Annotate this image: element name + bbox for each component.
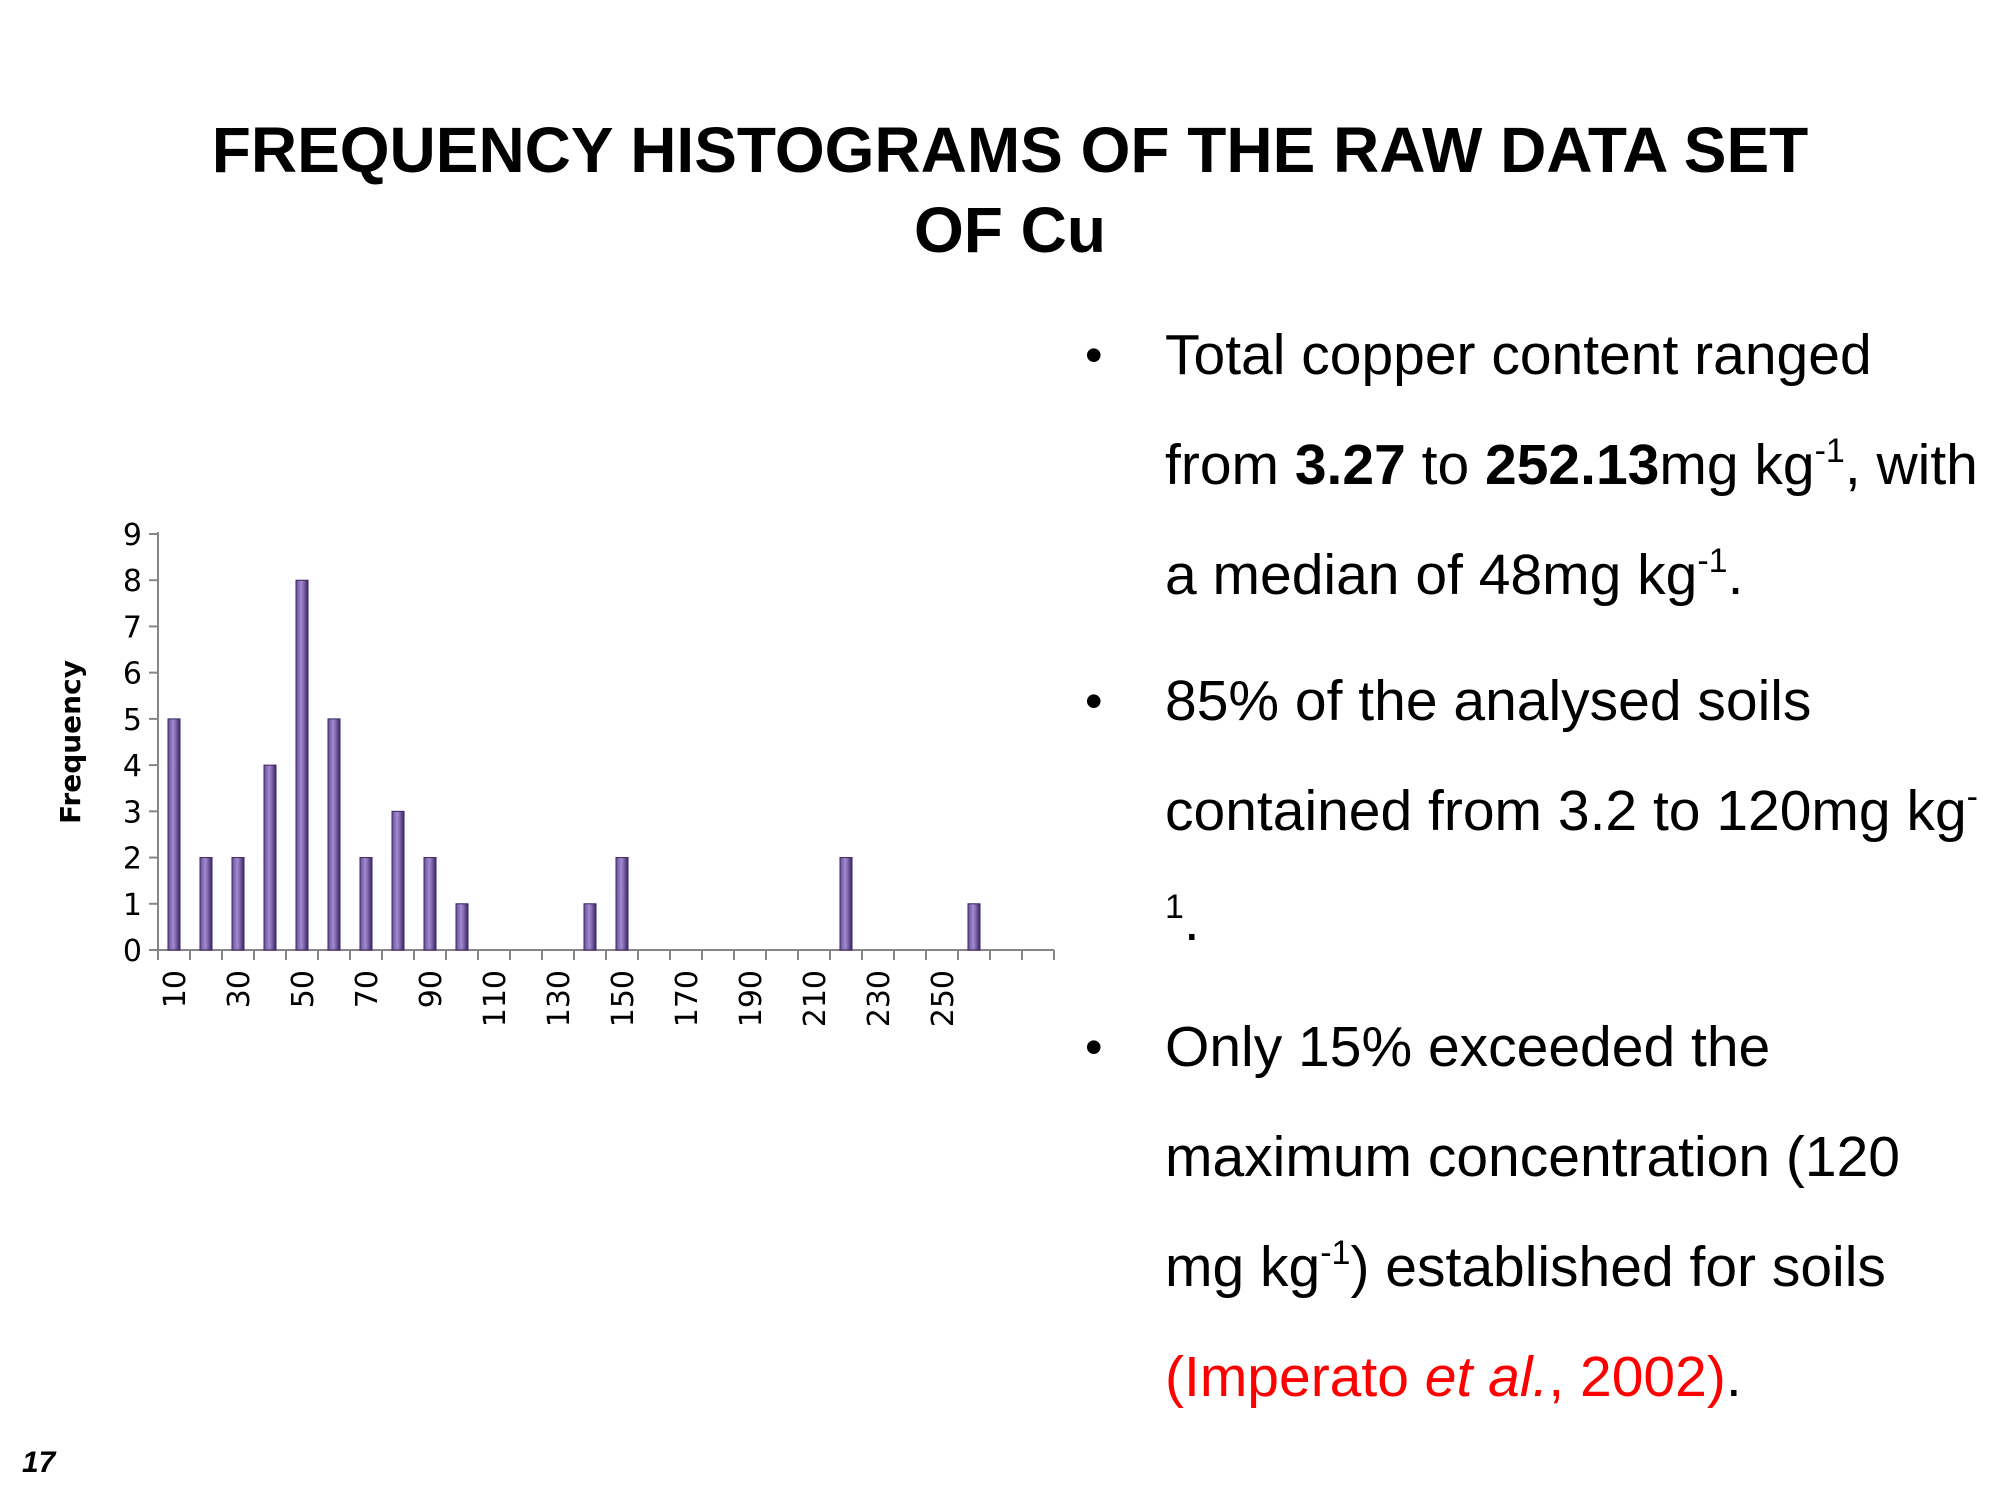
bullet-analysed-soils: • 85% of the analysed soils contained from 3.2 to 120mg $kg^{-1}$. bbox=[1085, 646, 1985, 976]
x-tick-label: 150 bbox=[606, 970, 641, 1028]
bar-30 bbox=[232, 858, 244, 950]
y-tick-label: 0 bbox=[122, 934, 142, 969]
histogram-chart bbox=[40, 500, 1080, 1060]
bar-150 bbox=[616, 858, 628, 950]
bar-70 bbox=[360, 858, 372, 950]
x-tick-label: 70 bbox=[350, 970, 385, 1009]
x-tick-label: 230 bbox=[862, 970, 897, 1028]
bar-90 bbox=[424, 858, 436, 950]
bar-20 bbox=[200, 858, 212, 950]
x-tick-label: 30 bbox=[222, 970, 257, 1009]
bar-40 bbox=[264, 765, 276, 950]
y-tick-label: 2 bbox=[122, 841, 142, 877]
x-tick-label: 130 bbox=[542, 970, 577, 1028]
x-tick-label: 250 bbox=[926, 970, 961, 1028]
y-tick-label: 8 bbox=[122, 564, 142, 600]
x-tick-label: 110 bbox=[478, 970, 513, 1028]
x-tick-label: 90 bbox=[414, 970, 449, 1009]
bar-50 bbox=[296, 580, 308, 950]
max-value: 252.13 bbox=[1485, 433, 1660, 497]
y-tick-label: 3 bbox=[122, 795, 142, 831]
bullet-copper-range: • Total copper content ranged from 3.27 to 252.13mg $kg^{-1}$, with a median of 48mg $kg^{-1}$. bbox=[1085, 300, 1985, 630]
y-axis-title: Frequency bbox=[54, 660, 87, 824]
title-line-1: FREQUENCY HISTOGRAMS OF THE RAW DATA SET bbox=[211, 114, 1809, 186]
bar-220 bbox=[840, 858, 852, 950]
bar-100 bbox=[456, 904, 468, 950]
x-tick-label: 170 bbox=[670, 970, 705, 1028]
bar-60 bbox=[328, 719, 340, 950]
bullet-exceeded: • Only 15% exceeded the maximum concentration (120 mg $kg^{-1}$) established for soils (Imperato et al., 2002). bbox=[1085, 992, 1985, 1432]
page-number: 17 bbox=[22, 1446, 56, 1479]
x-tick-label: 210 bbox=[798, 970, 833, 1028]
y-tick-label: 4 bbox=[122, 749, 142, 785]
y-tick-label: 1 bbox=[122, 887, 142, 923]
y-tick-label: 7 bbox=[122, 610, 142, 646]
bar-80 bbox=[392, 811, 404, 950]
x-tick-label: 50 bbox=[286, 970, 321, 1009]
y-tick-label: 5 bbox=[122, 702, 142, 738]
title-line-2: OF Cu bbox=[914, 194, 1106, 266]
bar-10 bbox=[168, 719, 180, 950]
x-tick-label: 10 bbox=[158, 970, 193, 1009]
y-tick-label: 9 bbox=[122, 518, 142, 553]
histogram-svg bbox=[40, 500, 1080, 1060]
bar-260 bbox=[968, 904, 980, 950]
bullet-list bbox=[1085, 300, 1985, 1448]
bar-140 bbox=[584, 904, 596, 950]
y-tick-label: 6 bbox=[122, 656, 142, 692]
x-tick-label: 190 bbox=[734, 970, 769, 1028]
min-value: 3.27 bbox=[1294, 433, 1406, 497]
citation: (Imperato et al., 2002) bbox=[1165, 1345, 1726, 1409]
slide-title bbox=[100, 110, 1920, 270]
